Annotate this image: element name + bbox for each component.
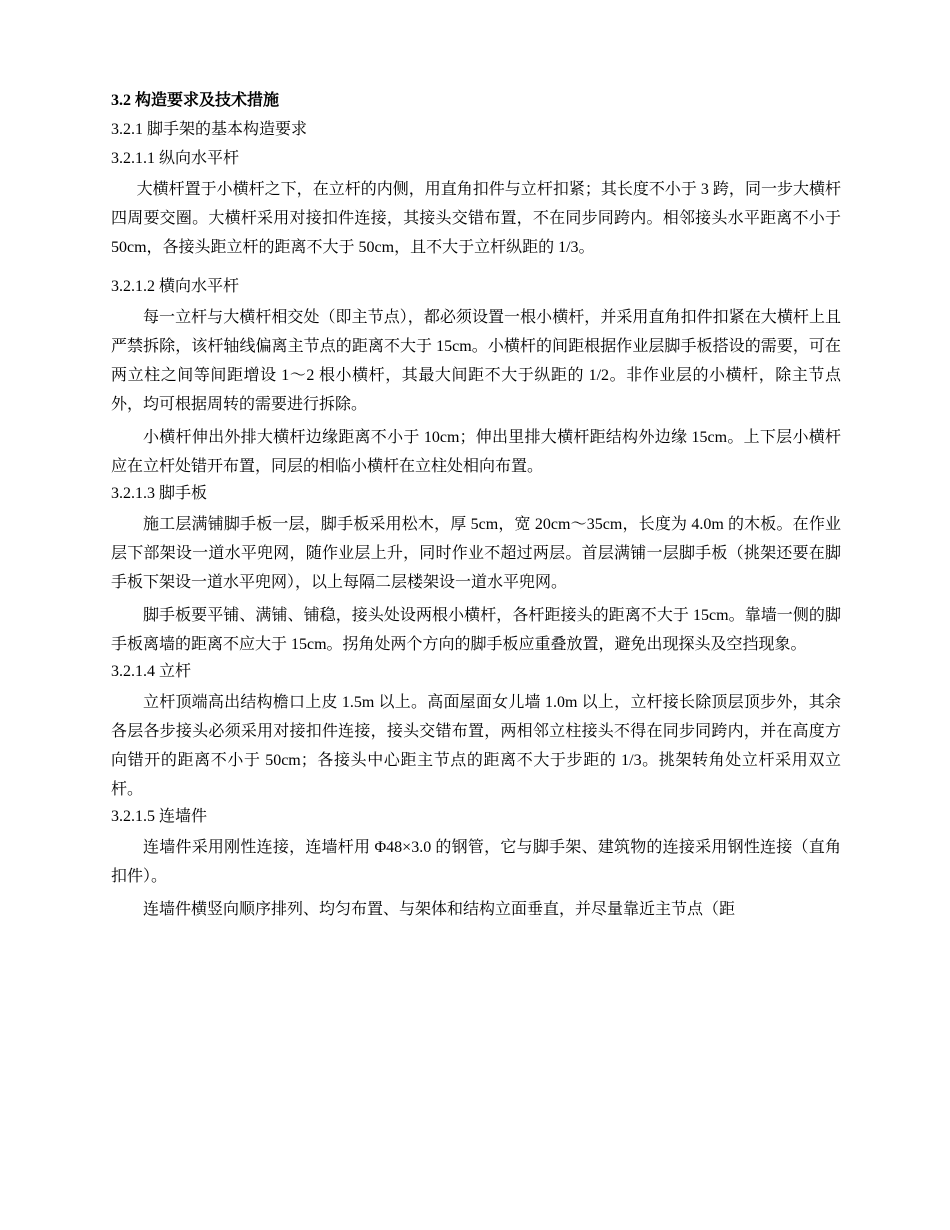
heading-3-2: 3.2 构造要求及技术措施 [111, 92, 280, 109]
paragraph-vertical-horizontal-bar: 大横杆置于小横杆之下，在立杆的内侧，用直角扣件与立杆扣紧；其长度不小于 3 跨，同一步大横杆四周要交圈。大横杆采用对接扣件连接，其接头交错布置，不在同步同跨内。相邻接头水平距离不小于 50cm，各接头距立杆的距离不大于 50cm，且不大于立杆纵距的 1/3。 [111, 181, 841, 256]
heading-3-2-1-3: 3.2.1.3 脚手板 [111, 485, 208, 502]
heading-3-2-1: 3.2.1 脚手架的基本构造要求 [111, 121, 308, 138]
document-page [111, 88, 841, 924]
paragraph-transverse-bar-b: 小横杆伸出外排大横杆边缘距离不小于 10cm；伸出里排大横杆距结构外边缘 15cm。上下层小横杆应在立杆处错开布置，同层的相临小横杆在立柱处相向布置。 [111, 429, 841, 475]
paragraph-scaffold-board-b: 脚手板要平铺、满铺、铺稳，接头处设两根小横杆，各杆距接头的距离不大于 15cm。靠墙一侧的脚手板离墙的距离不应大于 15cm。拐角处两个方向的脚手板应重叠放置，避免出现探头及空挡现象。 [111, 607, 841, 653]
paragraph-upright-pole: 立杆顶端高出结构檐口上皮 1.5m 以上。高面屋面女儿墙 1.0m 以上，立杆接长除顶层顶步外，其余各层各步接头必须采用对接扣件连接，接头交错布置，两相邻立柱接头不得在同步同跨内，并在高度方向错开的距离不小于 50cm；各接头中心距主节点的距离不大于步距的 1/3。挑架转角处立杆采用双立杆。 [111, 694, 841, 798]
paragraph-wall-tie-a: 连墙件采用刚性连接，连墙杆用 Φ48×3.0 的钢管，它与脚手架、建筑物的连接采用钢性连接（直角扣件）。 [111, 839, 841, 885]
heading-3-2-1-1: 3.2.1.1 纵向水平杆 [111, 150, 240, 167]
paragraph-scaffold-board-a: 施工层满铺脚手板一层，脚手板采用松木，厚 5cm，宽 20cm～35cm，长度为 4.0m 的木板。在作业层下部架设一道水平兜网，随作业层上升，同时作业不超过两层。首层满铺一层脚手板（挑架还要在脚手板下架设一道水平兜网），以上每隔二层楼架设一道水平兜网。 [111, 516, 841, 591]
paragraph-transverse-bar-a: 每一立杆与大横杆相交处（即主节点），都必须设置一根小横杆，并采用直角扣件扣紧在大横杆上且严禁拆除，该杆轴线偏离主节点的距离不大于 15cm。小横杆的间距根据作业层脚手板搭设的需要，可在两立柱之间等间距增设 1～2 根小横杆，其最大间距不大于纵距的 1/2。非作业层的小横杆，除主节点外，均可根据周转的需要进行拆除。 [111, 309, 841, 413]
paragraph-wall-tie-b: 连墙件横竖向顺序排列、均匀布置、与架体和结构立面垂直，并尽量靠近主节点（距 [143, 901, 736, 918]
heading-3-2-1-2: 3.2.1.2 横向水平杆 [111, 278, 240, 295]
heading-3-2-1-4: 3.2.1.4 立杆 [111, 663, 192, 680]
heading-3-2-1-5: 3.2.1.5 连墙件 [111, 808, 208, 825]
